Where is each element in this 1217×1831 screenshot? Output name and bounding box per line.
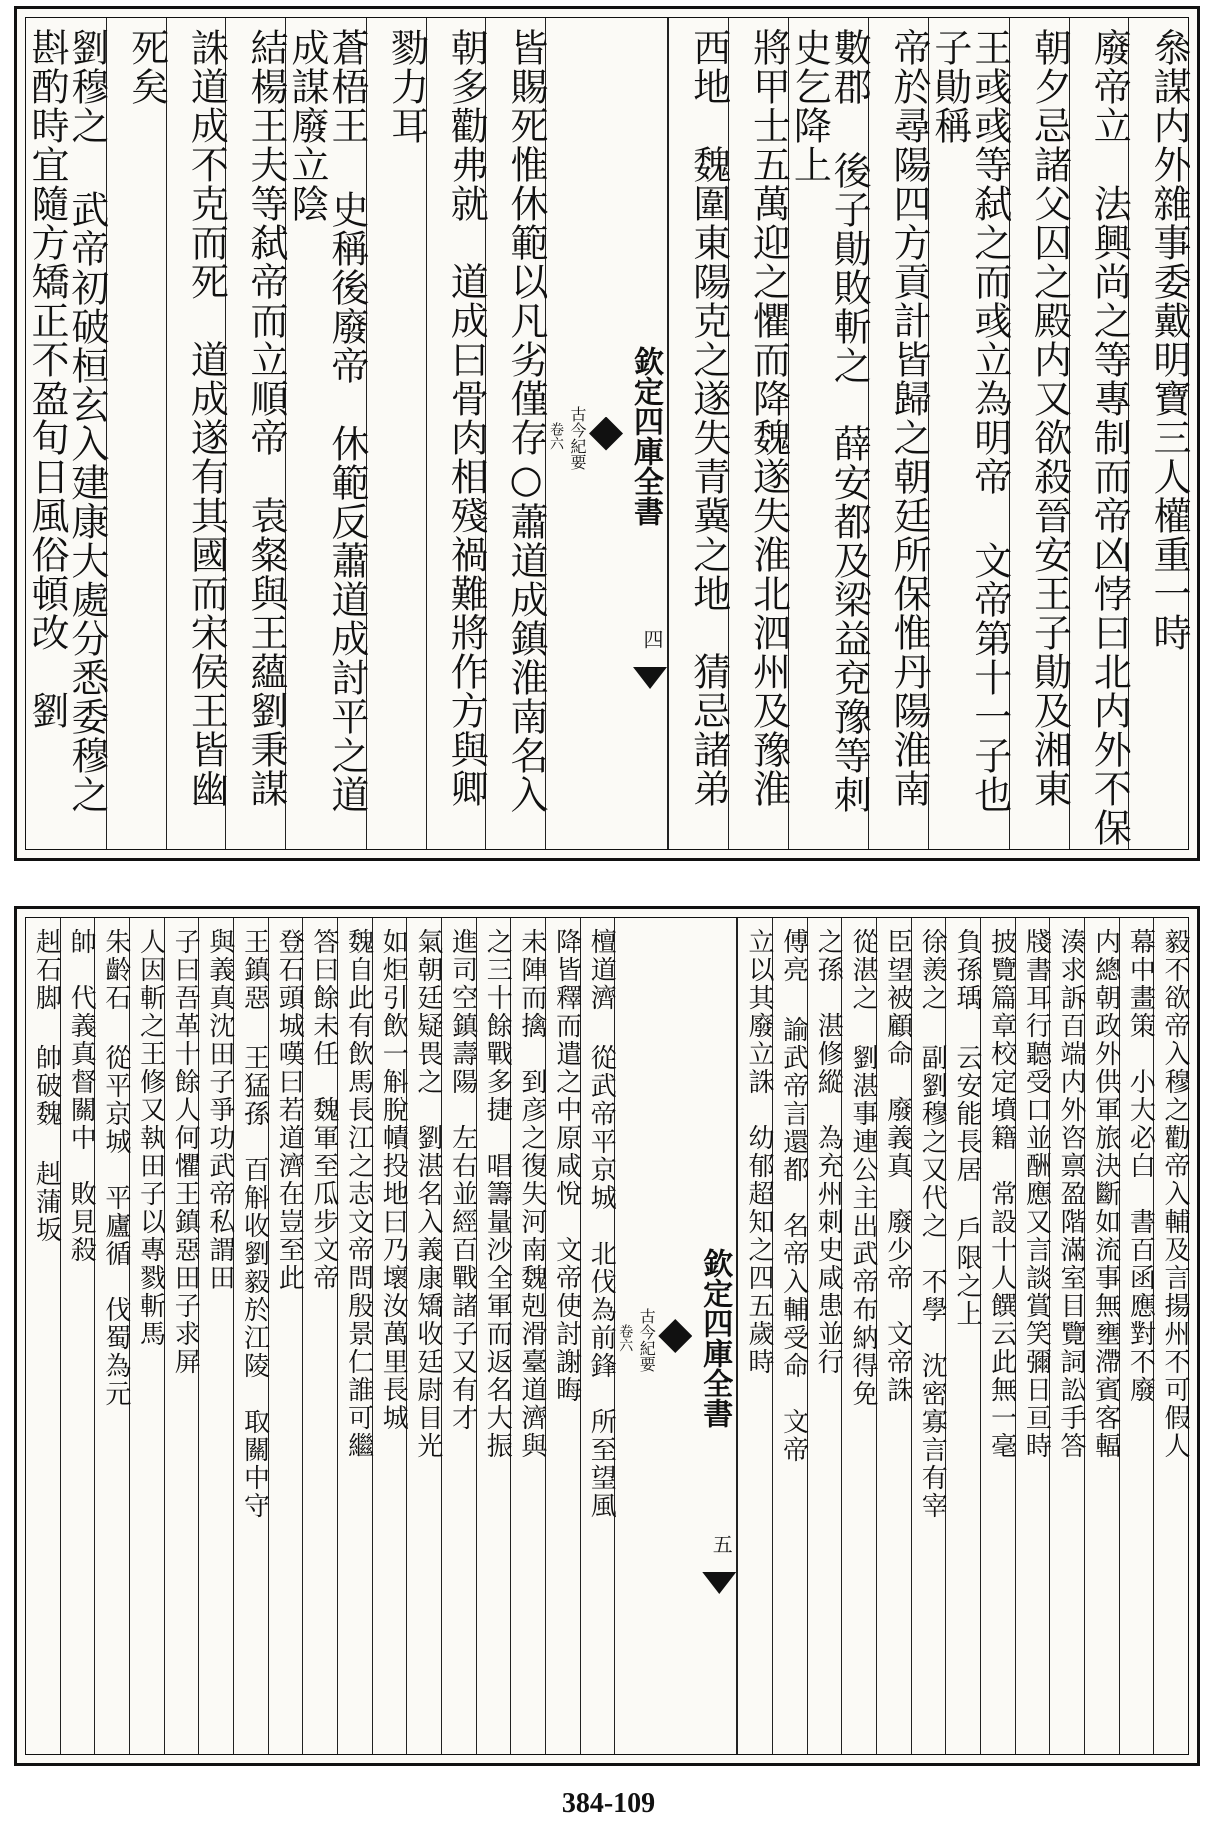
- text-column: 子曰吾革十餘人何懼王鎮惡田子求屏: [164, 918, 199, 1754]
- library-title: 欽定四庫全書: [628, 345, 664, 526]
- text-column: 臣望被顧命 廢義真 廢少帝 文帝誅: [876, 918, 911, 1754]
- text-column: 之孫 湛修縱 為充州刺史咸患並行: [807, 918, 842, 1754]
- text-column: 勠力耳: [366, 18, 426, 849]
- text-column: 氣朝廷疑畏之 劉湛名入義康矯收廷尉目光: [406, 918, 441, 1754]
- text-column: 廢帝立 法興尚之等專制而帝凶悖曰北内外不保: [1069, 18, 1129, 849]
- center-fold: [614, 918, 737, 1754]
- bottom-page-columns: [26, 918, 1188, 1754]
- top-page-frame: [24, 17, 1191, 853]
- book-title: 古今紀要: [568, 405, 588, 470]
- text-column: 朱齡石 從平京城 平廬循 伐蜀為元: [94, 918, 129, 1754]
- top-page: [14, 6, 1200, 861]
- page-number: 四: [640, 629, 665, 649]
- text-column: 誅道成不克而死 道成遂有其國而宋侯王皆幽: [166, 18, 226, 849]
- text-column: 結楊王夫等弑帝而立順帝 袁粲與王蘊劉秉謀: [225, 18, 285, 849]
- book-title: 古今紀要: [637, 1308, 657, 1372]
- text-column: 朝夕忌諸父囚之殿内又欲殺晉安王子勛及湘東: [1009, 18, 1069, 849]
- text-column: 劉穆之 武帝初破桓玄入建康大處分悉委穆之斟酌時宜隨方矯正不盈旬日風俗頓改 劉: [24, 28, 109, 814]
- text-column: 湊求訴百端内外咨禀盈階滿室目覽詞訟手答: [1049, 918, 1084, 1754]
- lower-fishtail-icon: [702, 1572, 736, 1594]
- text-column: 皆賜死惟休範以凡劣僅存○蕭道成鎮淮南名入: [485, 18, 545, 849]
- bottom-page-frame: [25, 917, 1189, 1755]
- text-column: 朝多勸弗就 道成曰骨肉相殘禍難將作方與卿: [426, 18, 486, 849]
- text-column: 與義真沈田子爭功武帝私謂田: [198, 918, 233, 1754]
- text-column: 帥 代義真督關中 敗見殺: [60, 918, 95, 1754]
- lower-fishtail-icon: [633, 667, 667, 689]
- text-column: 牋書耳行聽受口並酬應又言談賞笑彌日亘時: [1015, 918, 1050, 1754]
- text-column: 人因斬之王修又執田子以專戮斬馬: [129, 918, 164, 1754]
- page-number: 五: [709, 1534, 734, 1554]
- text-column: 將甲士五萬迎之懼而降魏遂失淮北泗州及豫淮: [728, 18, 788, 849]
- text-column: 披覽篇章校定墳籍 常設十人饌云此無一毫: [980, 918, 1015, 1754]
- text-column: 死矣: [106, 18, 166, 849]
- text-column: 帝於尋陽四方貢計皆歸之朝廷所保惟丹陽淮南: [868, 18, 928, 849]
- text-column: 答曰餘未任 魏軍至瓜步文帝: [302, 918, 337, 1754]
- text-column: 傅亮 諭武帝言還都 名帝入輔受命 文帝: [772, 918, 807, 1754]
- text-column: 赳石脚 帥破魏 赳蒲坂: [31, 928, 62, 1244]
- bottom-page: [14, 906, 1200, 1766]
- top-page-columns: [24, 18, 1191, 853]
- text-column: 降皆釋而遣之中原咸悅 文帝使討謝晦: [545, 918, 580, 1754]
- text-column: 魏自此有飲馬長江之志文帝問殷景仁誰可繼: [337, 918, 372, 1754]
- text-column: 從湛之 劉湛事連公主出武帝布納得免: [841, 918, 876, 1754]
- text-column: 立以其廢立誅 幼郁超知之四五歲時: [737, 918, 772, 1754]
- text-column: 之三十餘戰多捷 唱籌量沙全軍而返名大振: [476, 918, 511, 1754]
- juan-number: 卷六: [548, 421, 565, 450]
- text-column: 未陣而擒 到彦之復失河南魏剋滑臺道濟與: [510, 918, 545, 1754]
- center-fold: [545, 18, 668, 849]
- text-column: 登石頭城嘆曰若道濟在豈至此: [268, 918, 303, 1754]
- text-column: 徐羨之 副劉穆之又代之 不學 沈密寡言有宰: [911, 918, 946, 1754]
- text-column: 進司空鎮壽陽 左右並經百戰諸子又有才: [441, 918, 476, 1754]
- fishtail-mark-icon: [658, 1319, 692, 1353]
- text-column: 數郡 後子勛敗斬之 薛安都及梁益兗豫等刺史乞降上: [788, 18, 869, 849]
- text-column: 毅不欲帝入穆之勸帝入輔及言揚州不可假人: [1153, 918, 1188, 1754]
- text-column: 王彧彧等弑之而彧立為明帝 文帝第十一子也 子勛稱: [928, 18, 1009, 849]
- text-column: 幕中畫策 小大必白 書百函應對不廢: [1119, 918, 1154, 1754]
- text-column: 王鎮惡 王猛孫 百斛收劉毅於江陵 取關中守: [233, 918, 268, 1754]
- text-column: 檀道濟 從武帝平京城 北伐為前鋒 所至望風: [580, 918, 615, 1754]
- fishtail-mark-icon: [589, 417, 623, 451]
- plate-number: 384-109: [561, 1788, 656, 1819]
- text-column: 如炬引飲一斛脫幘投地曰乃壞汝萬里長城: [372, 918, 407, 1754]
- text-column: 叅謀内外雜事委戴明寶三人權重一時: [1128, 18, 1188, 849]
- text-column: 負孫瑀 云安能長居 戶限之上: [945, 918, 980, 1754]
- library-title: 欽定四庫全書: [697, 1248, 733, 1428]
- text-column: 内總朝政外供軍旅決斷如流事無壅滯賓客輻: [1084, 918, 1119, 1754]
- text-column: 西地 魏圍東陽克之遂失青冀之地 猜忌諸弟: [668, 18, 728, 849]
- text-column: 蒼梧王 史稱後廢帝 休範反蕭道成討平之道成謀廢立陰: [285, 18, 366, 849]
- juan-number: 卷六: [617, 1324, 634, 1352]
